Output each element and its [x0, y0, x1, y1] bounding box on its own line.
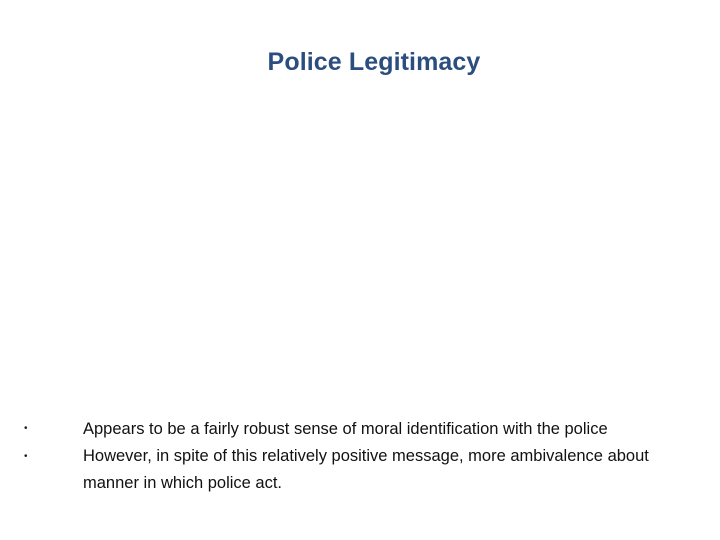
- slide-title: Police Legitimacy: [267, 48, 481, 76]
- bullet-item-2: [24, 443, 704, 497]
- bullet-list: [24, 415, 704, 497]
- bullet-icon: •: [24, 451, 28, 462]
- bullet-text-2: However, in spite of this relatively positive message, more ambivalence about manner in which police act.: [83, 447, 649, 492]
- bullet-item-1: [24, 415, 704, 443]
- bullet-icon: •: [24, 423, 28, 434]
- bullet-text-1: Appears to be a fairly robust sense of moral identification with the police: [83, 420, 608, 438]
